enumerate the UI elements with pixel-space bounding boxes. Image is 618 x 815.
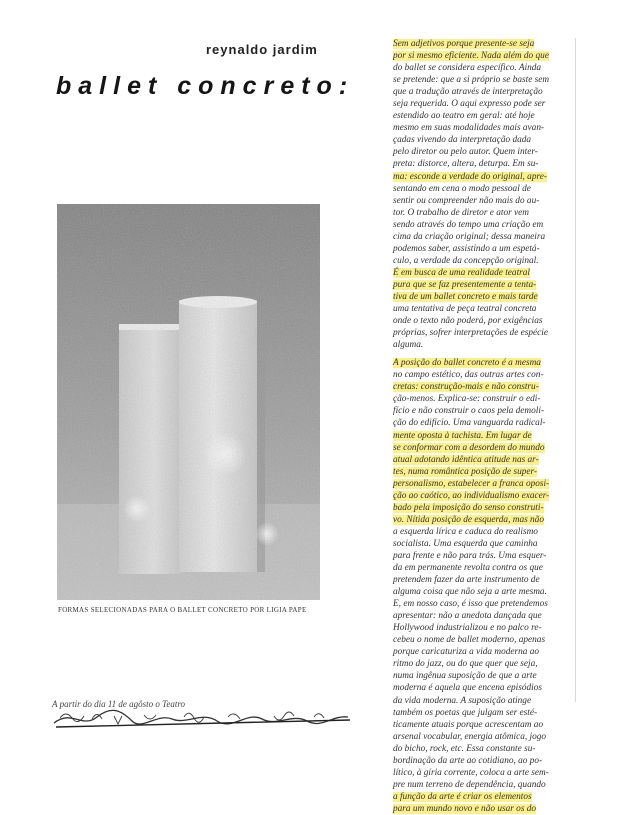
text-line xyxy=(393,634,573,646)
text-line xyxy=(393,454,573,466)
text-line xyxy=(393,695,573,707)
highlighted-text: ção ao caótico, ao individualismo exacer- xyxy=(393,490,550,501)
footnote-printed: A partir do dia 11 de agôsto o Teatro xyxy=(52,699,186,709)
line-text: arsenal vocabular, energia atômica, jogo xyxy=(393,731,547,742)
text-line xyxy=(393,183,573,195)
line-text: sendo através do tempo uma criação em xyxy=(393,219,544,230)
text-line xyxy=(393,393,573,405)
line-text: socialista. Uma esquerda que caminha xyxy=(393,538,538,549)
column-edge xyxy=(575,38,576,702)
line-text: apresentar: não a anedota dançada que xyxy=(393,611,542,622)
line-text: podemos saber, assistindo a um espetá- xyxy=(393,243,540,254)
text-line xyxy=(393,357,573,369)
line-text: da em permanente revolta contra os que xyxy=(393,563,543,574)
line-text: alguma. xyxy=(393,340,424,351)
line-text: ticamente atuais porque acrescentam ao xyxy=(393,719,544,730)
text-line xyxy=(393,405,573,417)
text-line xyxy=(393,339,573,351)
line-text: alguma coisa que não seja a arte mesma. xyxy=(393,587,547,598)
line-text: se pretende: que a si próprio se baste sem xyxy=(393,75,550,86)
line-text: ritmo do jazz, ou do que quer que seja, xyxy=(393,659,538,670)
text-line xyxy=(393,381,573,393)
line-text: também os poetas que julgam ser esté- xyxy=(393,707,538,718)
footnote-area xyxy=(52,699,352,733)
highlighted-text: ma: esconde a verdade do original, apre- xyxy=(393,171,547,182)
text-line xyxy=(393,526,573,538)
text-line xyxy=(393,74,573,86)
line-text: próprias, sofrer interpretações de espécie xyxy=(393,328,549,339)
text-line xyxy=(393,171,573,183)
text-line xyxy=(393,646,573,658)
text-line xyxy=(393,279,573,291)
line-text: porque caricaturiza a vida moderna ao xyxy=(393,647,540,658)
highlighted-text: para um mundo novo e não usar os do xyxy=(393,803,537,814)
line-text: moderna é aquela que encena episódios xyxy=(393,683,542,694)
line-text: Hollywood industrializou e no palco re- xyxy=(393,623,542,634)
line-text: que a tradução através de interpretação xyxy=(393,87,543,98)
line-text: uma tentativa de peça teatral concreta xyxy=(393,304,537,315)
line-text: estendido ao teatro em geral: até hoje xyxy=(393,111,535,122)
text-line xyxy=(393,255,573,267)
text-line xyxy=(393,369,573,381)
line-text: culo, a verdade da concepção original. xyxy=(393,255,539,266)
line-text: mesmo em suas modalidades mais avan- xyxy=(393,123,545,134)
text-line xyxy=(393,303,573,315)
line-text: onde o texto não poderá, por exigências xyxy=(393,316,543,327)
text-line xyxy=(393,622,573,634)
highlighted-text: mente oposta à tachista. Em lugar de xyxy=(393,430,532,441)
line-text: ção-menos. Explica-se: construir o edi- xyxy=(393,394,541,405)
text-line xyxy=(393,38,573,50)
line-text: pre num terreno de dependência, quando xyxy=(393,779,546,790)
line-text: da vida moderna. A suposição atinge xyxy=(393,695,532,706)
text-line xyxy=(393,502,573,514)
line-text: cebeu o nome de ballet moderno, apenas xyxy=(393,635,546,646)
line-text: E, em nosso caso, é isso que pretendemos xyxy=(393,599,548,610)
line-text: lítico, à gíria corrente, coloca a arte sem- xyxy=(393,767,549,778)
line-text: preta: distorce, altera, deturpa. Em su- xyxy=(393,159,539,170)
text-line xyxy=(393,610,573,622)
line-text: tor. O trabalho de diretor e ator vem xyxy=(393,207,529,218)
line-text: numa ingênua suposição de que a arte xyxy=(393,671,537,682)
text-line xyxy=(393,490,573,502)
text-line xyxy=(393,110,573,122)
highlighted-text: atual adotando idêntica atitude nas ar- xyxy=(393,454,539,465)
line-text: fício e não construir o caos pela demoli- xyxy=(393,406,545,417)
text-line xyxy=(393,743,573,755)
line-text: seja requerida. O aqui expresso pode ser xyxy=(393,99,546,110)
ballet-photo xyxy=(57,204,320,600)
text-line xyxy=(393,538,573,550)
text-line xyxy=(393,207,573,219)
text-line xyxy=(393,98,573,110)
highlighted-text: a função da arte é criar os elementos xyxy=(393,791,532,802)
text-line xyxy=(393,315,573,327)
text-line xyxy=(393,158,573,170)
text-line xyxy=(393,219,573,231)
line-text: ção do edifício. Uma vanguarda radical- xyxy=(393,418,546,429)
line-text: sentir ou compreender não mais do au- xyxy=(393,195,540,206)
text-line xyxy=(393,291,573,303)
text-line xyxy=(393,586,573,598)
text-line xyxy=(393,442,573,454)
highlighted-text: A posição do ballet concreto é a mesma xyxy=(393,358,541,369)
highlighted-text: tiva de um ballet concreto e mais tarde xyxy=(393,291,538,302)
highlighted-text: se conformar com a desordem do mundo xyxy=(393,442,545,453)
highlighted-text: Sem adjetivos porque presente-se seja xyxy=(393,39,535,49)
text-line xyxy=(393,134,573,146)
highlighted-text: pura que se faz presentemente a tenta- xyxy=(393,279,537,290)
line-text: pelo diretor ou pelo autor. Quem inter- xyxy=(393,147,538,158)
line-text: no campo estético, das outras artes con- xyxy=(393,370,544,381)
text-line xyxy=(393,598,573,610)
text-line xyxy=(393,670,573,682)
highlighted-text: por si mesmo eficiente. Nada além do que xyxy=(393,51,549,62)
text-line xyxy=(393,562,573,574)
text-line xyxy=(393,243,573,255)
highlighted-text: bado pela imposição do senso construti- xyxy=(393,502,544,513)
text-line xyxy=(393,731,573,743)
text-line xyxy=(393,755,573,767)
article-text-column xyxy=(393,38,573,814)
text-line xyxy=(393,195,573,207)
text-line xyxy=(393,478,573,490)
line-text: pretendem fazer da arte instrumento de xyxy=(393,575,540,586)
text-line xyxy=(393,803,573,815)
text-line xyxy=(393,466,573,478)
article-title: ballet concreto: xyxy=(56,72,355,100)
line-text: do ballet se considera específico. Ainda xyxy=(393,63,542,74)
text-line xyxy=(393,50,573,62)
line-text: do bicho, rock, etc. Essa constante su- xyxy=(393,743,536,754)
line-text: bordinação da arte ao cotidiano, ao po- xyxy=(393,755,543,766)
line-text: çadas vivendo da interpretação dada xyxy=(393,135,532,146)
line-text: a esquerda lírica e caduca do realismo xyxy=(393,526,538,537)
photo-caption: FORMAS SELECIONADAS PARA O BALLET CONCRETO POR LIGIA PAPE xyxy=(58,606,307,614)
text-line xyxy=(393,430,573,442)
highlighted-text: vo. Nítida posição de esquerda, mas não xyxy=(393,514,544,525)
line-text: cima da criação original; dessa maneira xyxy=(393,231,546,242)
text-line xyxy=(393,327,573,339)
text-line xyxy=(393,779,573,791)
text-line xyxy=(393,719,573,731)
text-line xyxy=(393,682,573,694)
highlighted-text: personalismo, estabelecer a franca oposi- xyxy=(393,478,550,489)
text-line xyxy=(393,267,573,279)
text-line xyxy=(393,62,573,74)
line-text: sentando em cena o modo pessoal de xyxy=(393,183,531,194)
line-text: para frente e não para trás. Uma esquer- xyxy=(393,550,547,561)
text-line xyxy=(393,550,573,562)
text-line xyxy=(393,86,573,98)
text-line xyxy=(393,707,573,719)
text-line xyxy=(393,514,573,526)
text-line xyxy=(393,417,573,429)
highlighted-text: É em busca de uma realidade teatral xyxy=(393,267,531,278)
author-name: reynaldo jardim xyxy=(206,42,318,57)
handwritten-annotation xyxy=(52,699,352,733)
text-line xyxy=(393,658,573,670)
highlighted-text: tes, numa romântica posição de super- xyxy=(393,466,538,477)
text-line xyxy=(393,767,573,779)
ballet-forms-image xyxy=(57,204,320,600)
text-line xyxy=(393,791,573,803)
text-line xyxy=(393,574,573,586)
text-line xyxy=(393,231,573,243)
highlighted-text: cretas: construção-mais e não constru- xyxy=(393,382,539,393)
text-line xyxy=(393,122,573,134)
text-line xyxy=(393,146,573,158)
